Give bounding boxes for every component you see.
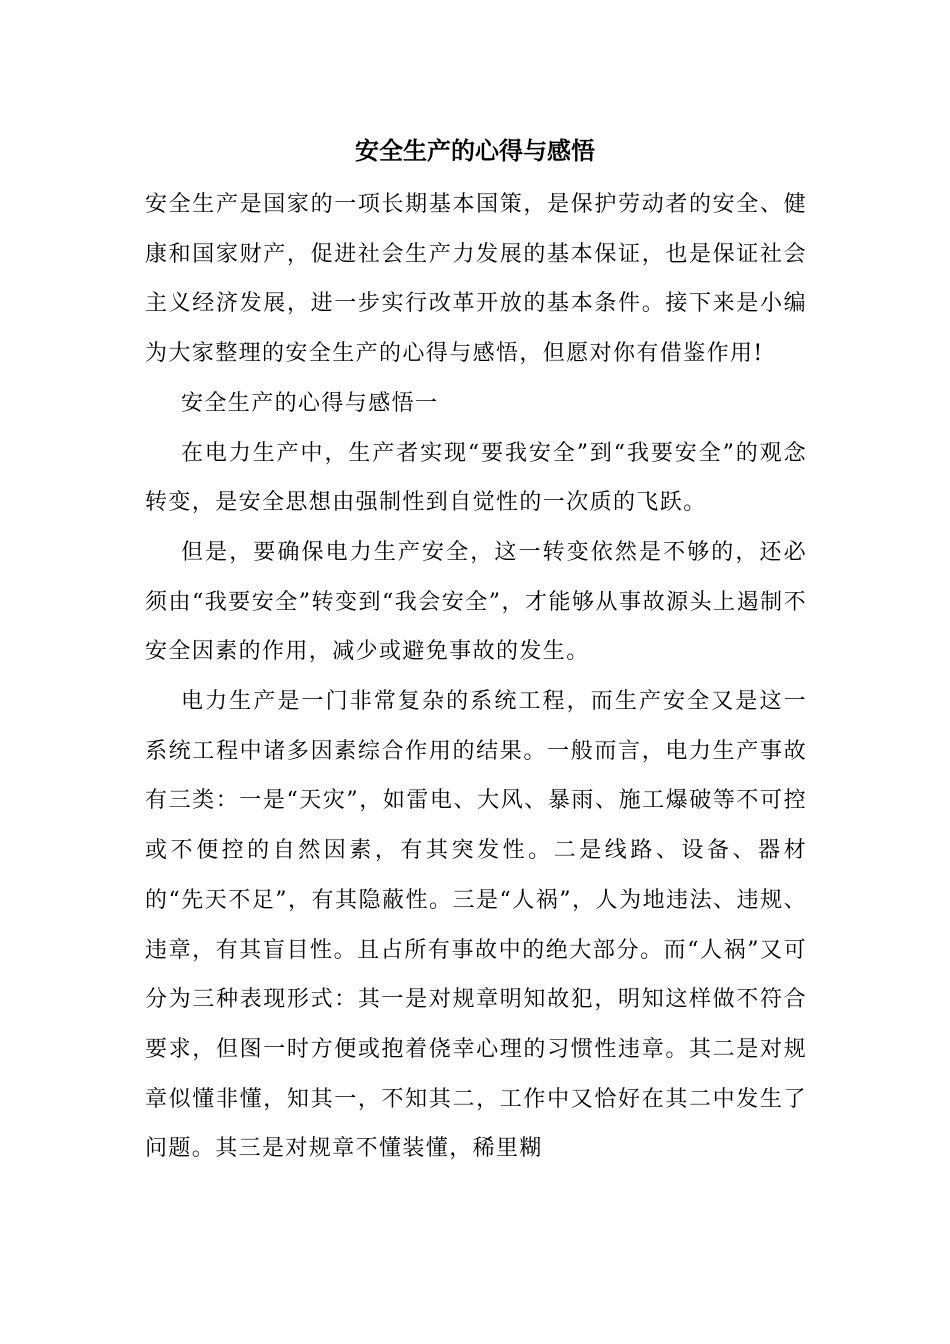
section-heading: 安全生产的心得与感悟一 xyxy=(181,390,439,416)
body-paragraph: 但是，要确保电力生产安全，这一转变依然是不够的，还必须由“我要安全”转变到“我会安全”，才能够从事故源头上遏制不安全因素的作用，减少或避免事故的发生。 xyxy=(145,539,807,665)
body-paragraph: 电力生产是一门非常复杂的系统工程，而生产安全又是这一系统工程中诸多因素综合作用的结果。一般而言，电力生产事故有三类：一是“天灾”，如雷电、大风、暴雨、施工爆破等不可控或不便控的自然因素，有其突发性。二是线路、设备、器材的“先天不足”，有其隐蔽性。三是“人祸”，人为地违法、违规、违章，有其盲目性。且占所有事故中的绝大部分。而“人祸”又可分为三种表现形式：其一是对规章明知故犯，明知这样做不符合要求，但图一时方便或抱着侥幸心理的习惯性违章。其二是对规章似懂非懂，知其一，不知其二，工作中又恰好在其二中发生了问题。其三是对规章不懂装懂，稀里糊 xyxy=(145,689,807,1162)
document-body xyxy=(145,180,807,1174)
document-title: 安全生产的心得与感悟 xyxy=(355,136,595,165)
intro-paragraph: 安全生产是国家的一项长期基本国策，是保护劳动者的安全、健康和国家财产，促进社会生产力发展的基本保证，也是保证社会主义经济发展，进一步实行改革开放的基本条件。接下来是小编为大家整理的安全生产的心得与感悟，但愿对你有借鉴作用! xyxy=(145,192,807,367)
body-paragraph: 在电力生产中，生产者实现“要我安全”到“我要安全”的观念转变，是安全思想由强制性到自觉性的一次质的飞跃。 xyxy=(145,440,807,516)
